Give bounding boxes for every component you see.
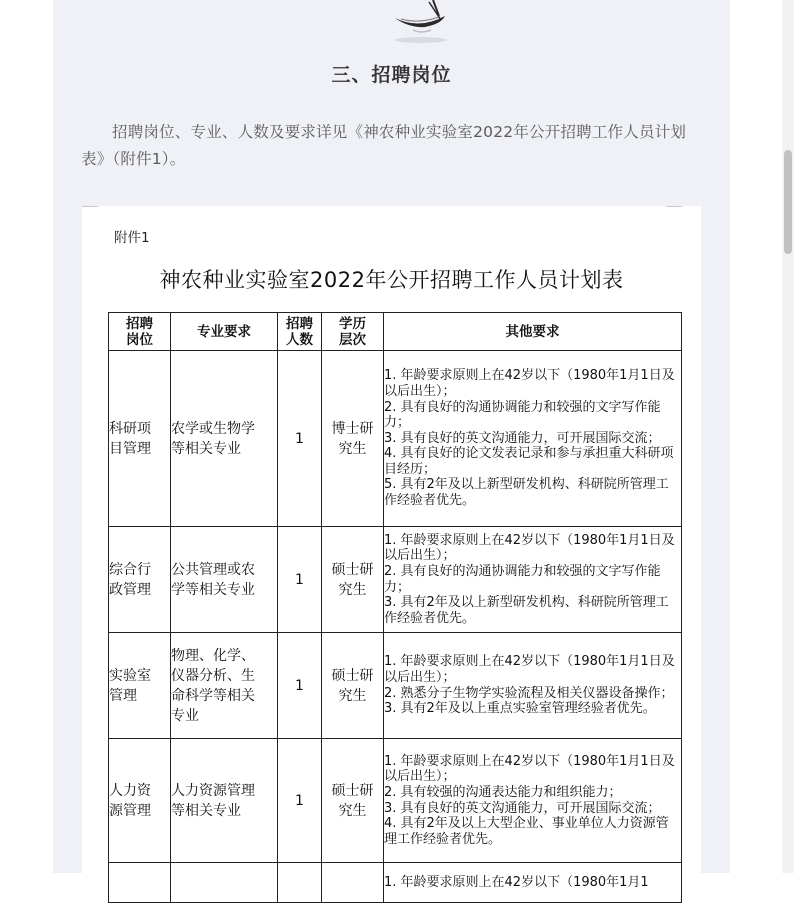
cell-count: 1: [278, 633, 322, 739]
document-title: 神农种业实验室2022年公开招聘工作人员计划表: [159, 268, 624, 292]
cell-education: 博士研究生: [322, 351, 384, 527]
table-row: [109, 351, 682, 527]
cell-major: 公共管理或农学等相关专业: [171, 527, 278, 633]
cell-position: 实验室管理: [109, 633, 171, 739]
header-requirements: 其他要求: [384, 313, 682, 351]
requirement-line: 3. 具有良好的英文沟通能力，可开展国际交流；: [384, 430, 661, 446]
cell-education: 硕士研究生: [322, 527, 384, 633]
cell-count: [278, 863, 322, 903]
requirement-line: 4. 具有良好的论文发表记录和参与承担重大科研项目经历；: [384, 446, 674, 477]
cell-major: 物理、化学、仪器分析、生命科学等相关专业: [171, 633, 278, 739]
crop-mark-right: [666, 206, 682, 207]
table-row: [109, 739, 682, 863]
requirement-line: 1. 年龄要求原则上在42岁以下（1980年1月1日及以后出生）；: [384, 753, 675, 785]
requirement-line: 1. 年龄要求原则上在42岁以下（1980年1月1: [384, 874, 649, 890]
crop-mark-left: [82, 206, 98, 207]
header-position: 招聘岗位: [109, 313, 171, 351]
cell-education: [322, 863, 384, 903]
header-education: 学历层次: [322, 313, 384, 351]
cell-position: 人力资源管理: [109, 739, 171, 863]
header-count: 招聘人数: [278, 313, 322, 351]
cell-major: 农学或生物学等相关专业: [171, 351, 278, 527]
requirement-line: 1. 年龄要求原则上在42岁以下（1980年1月1日及以后出生）；: [384, 532, 675, 564]
attachment-document: [82, 206, 701, 890]
cell-education: 硕士研究生: [322, 633, 384, 739]
requirement-line: 1. 年龄要求原则上在42岁以下（1980年1月1日及以后出生）；: [384, 368, 675, 399]
scrollbar-track[interactable]: [782, 0, 794, 873]
requirement-line: 1. 年龄要求原则上在42岁以下（1980年1月1日及以后出生）；: [384, 654, 675, 685]
cell-count: 1: [278, 527, 322, 633]
cell-requirements: [384, 863, 682, 903]
boat-ink-painting-icon: [353, 0, 493, 48]
cell-requirements: [384, 351, 682, 527]
requirement-line: 4. 具有2年及以上大型企业、事业单位人力资源管理工作经验者优先。: [384, 816, 669, 847]
requirement-line: 3. 具有良好的英文沟通能力，可开展国际交流；: [384, 800, 661, 816]
cell-count: 1: [278, 739, 322, 863]
recruitment-plan-table: [108, 312, 682, 903]
requirement-line: 3. 具有2年及以上新型研发机构、科研院所管理工作经验者优先。: [384, 595, 669, 626]
table-header-row: [109, 313, 682, 351]
cell-requirements: [384, 633, 682, 739]
attachment-label: 附件1: [114, 230, 150, 246]
header-major: 专业要求: [171, 313, 278, 351]
scrollbar-thumb[interactable]: [784, 150, 792, 254]
cell-position: 科研项目管理: [109, 351, 171, 527]
requirement-line: 3. 具有2年及以上重点实验室管理经验者优先。: [384, 701, 656, 717]
cell-requirements: [384, 527, 682, 633]
requirement-line: 2. 具有良好的沟通协调能力和较强的文字写作能力；: [384, 563, 661, 595]
requirement-line: 2. 具有良好的沟通协调能力和较强的文字写作能力；: [384, 399, 661, 431]
cell-count: 1: [278, 351, 322, 527]
requirement-line: 5. 具有2年及以上新型研发机构、科研院所管理工作经验者优先。: [384, 477, 669, 509]
requirement-line: 2. 具有较强的沟通表达能力和组织能力；: [384, 784, 622, 800]
cell-position: 综合行政管理: [109, 527, 171, 633]
table-row: [109, 633, 682, 739]
intro-paragraph: 招聘岗位、专业、人数及要求详见《神农种业实验室2022年公开招聘工作人员计划表》（附件1）。: [81, 123, 687, 168]
section-title: 三、招聘岗位: [331, 64, 452, 86]
table-row: [109, 527, 682, 633]
cell-major: [171, 863, 278, 903]
cell-education: 硕士研究生: [322, 739, 384, 863]
table-row: [109, 863, 682, 903]
cell-position: [109, 863, 171, 903]
cell-major: 人力资源管理等相关专业: [171, 739, 278, 863]
cell-requirements: [384, 739, 682, 863]
requirement-line: 2. 熟悉分子生物学实验流程及相关仪器设备操作；: [384, 685, 674, 701]
